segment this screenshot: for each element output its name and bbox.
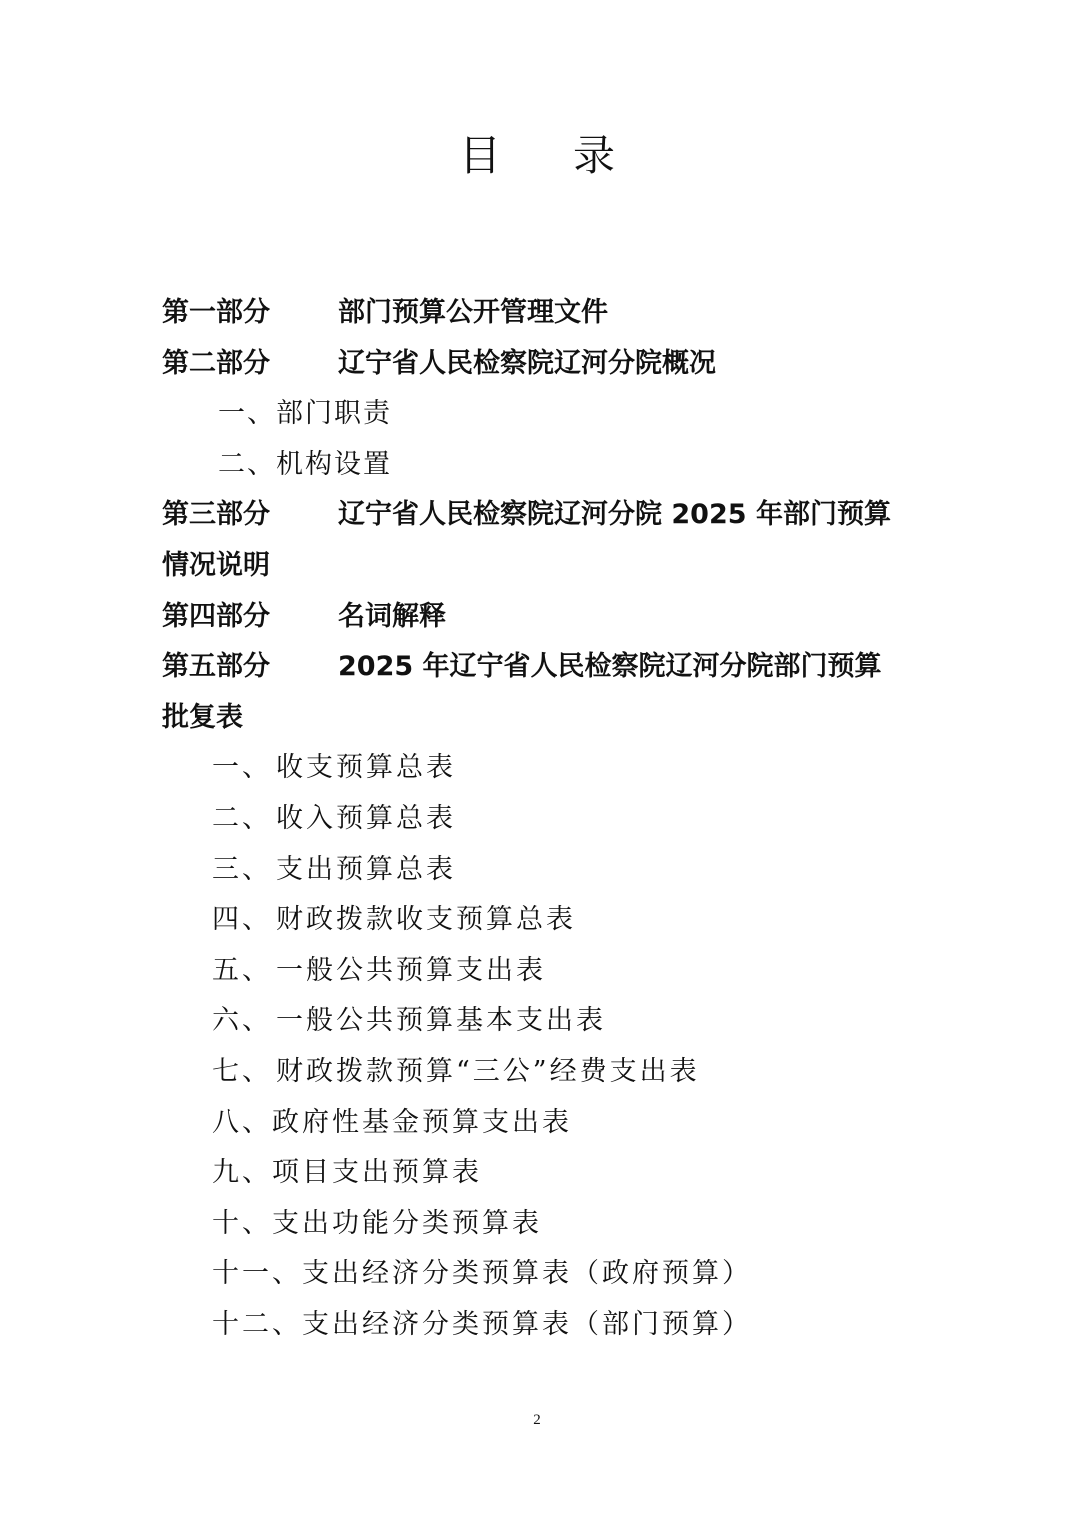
part-label: 第二部分: [162, 347, 270, 379]
toc-item[interactable]: [162, 1047, 922, 1098]
item-number: 二、: [212, 802, 272, 834]
toc-item[interactable]: [162, 1300, 922, 1351]
toc-item[interactable]: [162, 743, 922, 794]
toc-part-1[interactable]: [162, 288, 922, 339]
toc-item[interactable]: [162, 1098, 922, 1149]
page-number: 2: [533, 1412, 541, 1428]
item-number: 五、: [212, 954, 272, 986]
part-title: 部门预算公开管理文件: [338, 297, 608, 328]
table-of-contents: [162, 288, 922, 1350]
item-title: 一般公共预算基本支出表: [276, 1005, 606, 1037]
part-title: 辽宁省人民检察院辽河分院概况: [338, 347, 716, 379]
item-number: 四、: [212, 904, 272, 936]
toc-item[interactable]: 二、机构设置: [218, 448, 392, 480]
part-title: 2025 年辽宁省人民检察院辽河分院部门预算: [338, 651, 882, 683]
title-char-2: 录: [573, 131, 616, 180]
item-title: 支出预算总表: [276, 853, 456, 885]
toc-part-4[interactable]: [162, 592, 922, 643]
part-label: 第三部分: [162, 499, 270, 531]
item-title: 支出经济分类预算表（部门预算）: [302, 1308, 752, 1340]
toc-item[interactable]: [162, 845, 922, 896]
item-title: 政府性基金预算支出表: [272, 1106, 572, 1138]
item-number: 六、: [212, 1005, 272, 1037]
toc-item[interactable]: [162, 1249, 922, 1300]
item-title: 收入预算总表: [276, 802, 456, 834]
part-label: 第五部分: [162, 651, 270, 683]
item-title: 财政拨款预算“三公”经费支出表: [276, 1055, 700, 1087]
toc-item[interactable]: [162, 946, 922, 997]
toc-item[interactable]: [162, 895, 922, 946]
part-title-continuation: 批复表: [162, 701, 243, 733]
title-char-1: 目: [458, 131, 501, 180]
item-title: 一般公共预算支出表: [276, 954, 546, 986]
item-number: 十二、: [212, 1308, 302, 1340]
item-number: 三、: [212, 853, 272, 885]
toc-item[interactable]: [162, 794, 922, 845]
item-title: 收支预算总表: [276, 752, 456, 784]
item-number: 九、: [212, 1157, 272, 1189]
part-title: 名词解释: [338, 600, 446, 632]
item-title: 项目支出预算表: [272, 1157, 482, 1189]
toc-part-3[interactable]: [162, 490, 922, 541]
item-number: 十一、: [212, 1258, 302, 1290]
item-number: 七、: [212, 1055, 272, 1087]
part-title: 辽宁省人民检察院辽河分院 2025 年部门预算: [338, 499, 891, 531]
item-number: 十、: [212, 1207, 272, 1239]
part-title-continuation: 情况说明: [162, 549, 270, 581]
item-title: 支出功能分类预算表: [272, 1207, 542, 1239]
item-title: 支出经济分类预算表（政府预算）: [302, 1258, 752, 1290]
page-title: [0, 128, 1074, 184]
toc-part-2[interactable]: [162, 339, 922, 390]
toc-part-5[interactable]: [162, 642, 922, 693]
item-number: 八、: [212, 1106, 272, 1138]
item-number: 一、: [212, 752, 272, 784]
toc-item[interactable]: [162, 996, 922, 1047]
toc-item[interactable]: [162, 1148, 922, 1199]
toc-item[interactable]: 一、部门职责: [218, 398, 392, 430]
toc-item[interactable]: [162, 1199, 922, 1250]
part-label: 第一部分: [162, 297, 270, 328]
part-label: 第四部分: [162, 600, 270, 632]
item-title: 财政拨款收支预算总表: [276, 904, 576, 936]
